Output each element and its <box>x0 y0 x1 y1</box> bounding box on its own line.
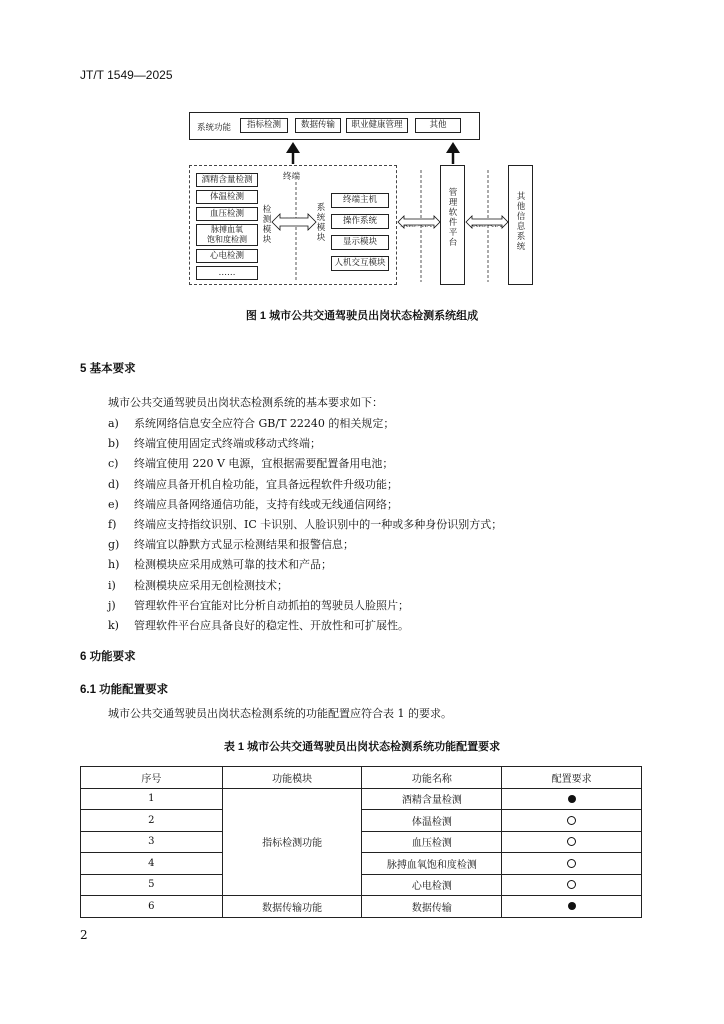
table-header-row <box>81 767 642 789</box>
optional-circle-icon <box>567 837 576 846</box>
requirement-label: e) <box>108 497 119 511</box>
req-cell <box>502 853 642 875</box>
optional-circle-icon <box>567 880 576 889</box>
section-6-1-intro: 城市公共交通驾驶员出岗状态检测系统的功能配置应符合表 1 的要求。 <box>108 707 452 720</box>
system-module-label: 系统模块 <box>316 203 326 243</box>
requirement-text: 检测模块应采用无创检测技术； <box>134 578 288 592</box>
row-no: 2 <box>81 810 223 832</box>
requirement-label: i) <box>108 578 116 592</box>
req-cell <box>502 788 642 810</box>
detect-item-more: …… <box>196 266 258 280</box>
table-row <box>81 810 642 832</box>
other-systems-label: 其他信息系统 <box>516 192 526 252</box>
requirement-item <box>108 476 398 492</box>
requirement-label: a) <box>108 417 119 430</box>
table-row <box>81 788 642 810</box>
bar-item-transfer: 数据传输 <box>295 118 341 133</box>
diagram-connectors <box>0 0 724 320</box>
detect-item-blood-pressure: 血压检测 <box>196 207 258 221</box>
function-name: 数据传输 <box>362 896 502 918</box>
requirement-label: d) <box>108 477 120 491</box>
requirement-item <box>108 496 398 512</box>
system-functions-label: 系统功能 <box>197 123 232 133</box>
table-row <box>81 853 642 875</box>
requirement-item <box>108 435 321 451</box>
req-cell <box>502 874 642 896</box>
row-no: 6 <box>81 896 223 918</box>
management-platform-label: 管理软件平台 <box>448 188 458 248</box>
requirement-text: 终端宜以静默方式显示检测结果和报警信息； <box>134 538 354 552</box>
section-6-1-title: 6.1 功能配置要求 <box>80 684 169 696</box>
row-no: 3 <box>81 831 223 853</box>
detect-module-label: 检测模块 <box>262 205 272 245</box>
detect-item-spo2: 脉搏血氧 饱和度检测 <box>196 224 258 246</box>
function-name: 体温检测 <box>362 810 502 832</box>
col-header-module: 功能模块 <box>222 767 362 789</box>
requirement-label: h) <box>108 558 120 572</box>
figure-caption: 图 1 城市公共交通驾驶员出岗状态检测系统组成 <box>245 310 479 322</box>
requirement-item <box>108 597 409 613</box>
function-config-table <box>80 766 642 918</box>
req-cell <box>502 831 642 853</box>
req-cell <box>502 810 642 832</box>
required-dot-icon <box>568 795 576 803</box>
requirement-text: 系统网络信息安全应符合 GB/T 22240 的相关规定； <box>134 417 395 430</box>
row-no: 5 <box>81 874 223 896</box>
requirement-label: g) <box>108 538 120 552</box>
table-row <box>81 831 642 853</box>
col-header-no: 序号 <box>81 767 223 789</box>
required-dot-icon <box>568 902 576 910</box>
bar-item-indicator: 指标检测 <box>240 118 288 133</box>
requirement-item <box>108 516 502 532</box>
requirement-text: 检测模块应采用成熟可靠的技术和产品； <box>134 558 332 572</box>
requirement-text: 终端应具备网络通信功能，支持有线或无线通信网络； <box>134 497 398 511</box>
requirement-item <box>108 455 393 471</box>
section-5-title: 5 基本要求 <box>80 363 136 375</box>
document-id: JT/T 1549—2025 <box>80 68 173 82</box>
requirement-item <box>108 577 288 593</box>
detect-item-temperature: 体温检测 <box>196 190 258 204</box>
requirement-text: 管理软件平台宜能对比分析自动抓拍的驾驶员人脸照片； <box>134 598 409 612</box>
optional-circle-icon <box>567 816 576 825</box>
table-caption: 表 1 城市公共交通驾驶员出岗状态检测系统功能配置要求 <box>223 741 501 753</box>
col-header-name: 功能名称 <box>362 767 502 789</box>
detect-item-alcohol: 酒精含量检测 <box>196 173 258 187</box>
requirement-text: 终端应具备开机自检功能，宜具备远程软件升级功能； <box>134 477 398 491</box>
sys-item-hmi: 人机交互模块 <box>331 256 389 271</box>
col-header-req: 配置要求 <box>502 767 642 789</box>
table-row <box>81 896 642 918</box>
requirement-label: b) <box>108 437 120 451</box>
requirement-text: 管理软件平台应具备良好的稳定性、开放性和可扩展性。 <box>134 619 409 632</box>
terminal-label: 终端 <box>283 172 301 182</box>
requirement-item <box>108 536 354 552</box>
requirement-label: j) <box>108 598 116 612</box>
sys-item-display: 显示模块 <box>331 235 389 250</box>
module-transfer: 数据传输功能 <box>222 896 362 918</box>
sys-item-os: 操作系统 <box>331 214 389 229</box>
page-number: 2 <box>80 928 88 942</box>
requirement-label: f) <box>108 518 117 531</box>
requirement-text: 终端宜使用 220 V 电源，宜根据需要配置备用电池； <box>134 457 394 471</box>
table-row <box>81 874 642 896</box>
requirement-item <box>108 617 409 633</box>
req-cell <box>502 896 642 918</box>
optional-circle-icon <box>567 859 576 868</box>
requirement-label: k) <box>108 619 119 632</box>
sys-item-host: 终端主机 <box>331 193 389 208</box>
requirement-item <box>108 415 394 431</box>
detect-item-ecg: 心电检测 <box>196 249 258 263</box>
function-name: 血压检测 <box>362 831 502 853</box>
requirement-text: 终端宜使用固定式终端或移动式终端； <box>134 437 321 451</box>
section-6-title: 6 功能要求 <box>80 651 136 663</box>
function-name: 酒精含量检测 <box>362 788 502 810</box>
row-no: 4 <box>81 853 223 875</box>
section-5-intro: 城市公共交通驾驶员出岗状态检测系统的基本要求如下： <box>108 396 383 409</box>
module-indicator: 指标检测功能 <box>222 788 362 896</box>
function-name: 心电检测 <box>362 874 502 896</box>
requirement-text: 终端应支持指纹识别、IC 卡识别、人脸识别中的一种或多种身份识别方式； <box>134 518 503 531</box>
bar-item-health: 职业健康管理 <box>346 118 408 133</box>
bar-item-other: 其他 <box>415 118 461 133</box>
requirement-item <box>108 556 332 572</box>
row-no: 1 <box>81 788 223 810</box>
function-name: 脉搏血氧饱和度检测 <box>362 853 502 875</box>
requirement-label: c) <box>108 457 119 471</box>
